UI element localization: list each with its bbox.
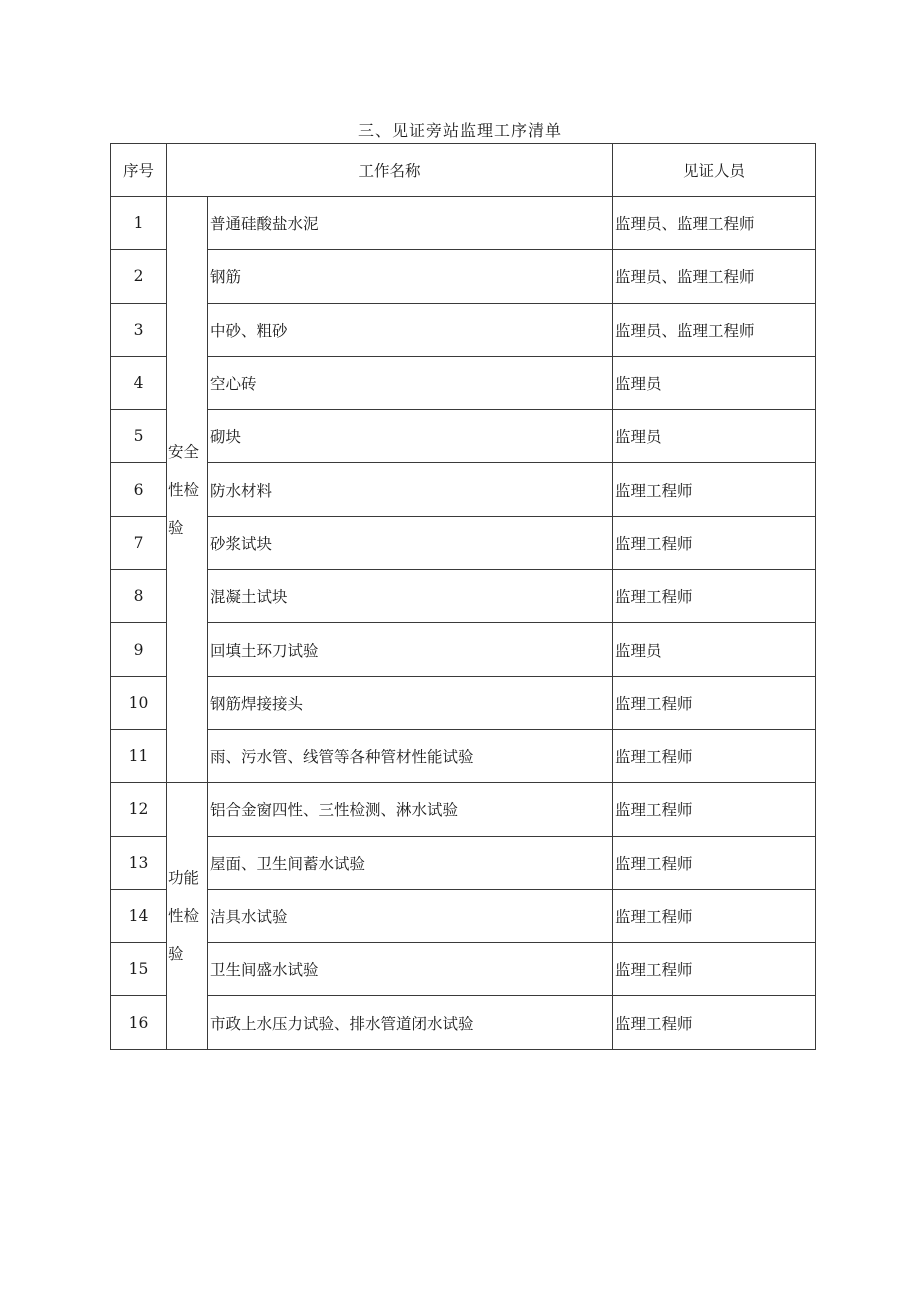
table-row [111, 410, 816, 463]
serial-number-cell: 14 [111, 889, 167, 942]
table-row [111, 836, 816, 889]
serial-number-cell: 2 [111, 250, 167, 303]
work-name-cell: 钢筋 [208, 250, 613, 303]
serial-number-cell: 5 [111, 410, 167, 463]
work-name-cell: 卫生间盛水试验 [208, 943, 613, 996]
work-name-cell: 砂浆试块 [208, 516, 613, 569]
table-row [111, 463, 816, 516]
table-row [111, 943, 816, 996]
serial-number-cell: 13 [111, 836, 167, 889]
serial-number-cell: 1 [111, 197, 167, 250]
table-row [111, 889, 816, 942]
table-row [111, 623, 816, 676]
category-label: 功能性检验 [168, 869, 200, 963]
serial-number-cell: 16 [111, 996, 167, 1049]
table-row [111, 250, 816, 303]
category-cell [167, 783, 208, 1049]
serial-number-cell: 7 [111, 516, 167, 569]
witness-personnel-cell: 监理员、监理工程师 [613, 303, 816, 356]
serial-number-cell: 8 [111, 570, 167, 623]
witness-personnel-cell: 监理工程师 [613, 729, 816, 782]
header-work-name: 工作名称 [167, 144, 613, 197]
serial-number-cell: 15 [111, 943, 167, 996]
table-row [111, 676, 816, 729]
serial-number-cell: 9 [111, 623, 167, 676]
witness-personnel-cell: 监理员 [613, 356, 816, 409]
work-name-cell: 防水材料 [208, 463, 613, 516]
serial-number-cell: 6 [111, 463, 167, 516]
serial-number-cell: 12 [111, 783, 167, 836]
serial-number-cell: 11 [111, 729, 167, 782]
work-name-cell: 普通硅酸盐水泥 [208, 197, 613, 250]
witness-personnel-cell: 监理工程师 [613, 570, 816, 623]
table-row [111, 729, 816, 782]
witness-personnel-cell: 监理工程师 [613, 783, 816, 836]
witness-personnel-cell: 监理工程师 [613, 676, 816, 729]
work-name-cell: 雨、污水管、线管等各种管材性能试验 [208, 729, 613, 782]
header-witness-personnel: 见证人员 [613, 144, 816, 197]
work-name-cell: 砌块 [208, 410, 613, 463]
witness-personnel-cell: 监理工程师 [613, 889, 816, 942]
table-header-row [111, 144, 816, 197]
table-body [111, 144, 816, 1050]
witness-personnel-cell: 监理工程师 [613, 516, 816, 569]
work-name-cell: 屋面、卫生间蓄水试验 [208, 836, 613, 889]
witness-personnel-cell: 监理员 [613, 410, 816, 463]
work-name-cell: 铝合金窗四性、三性检测、淋水试验 [208, 783, 613, 836]
work-name-cell: 中砂、粗砂 [208, 303, 613, 356]
table-row [111, 303, 816, 356]
header-serial-number: 序号 [111, 144, 167, 197]
table-row [111, 516, 816, 569]
witness-personnel-cell: 监理员 [613, 623, 816, 676]
serial-number-cell: 3 [111, 303, 167, 356]
witness-personnel-cell: 监理工程师 [613, 996, 816, 1049]
work-name-cell: 空心砖 [208, 356, 613, 409]
work-name-cell: 混凝土试块 [208, 570, 613, 623]
table-row [111, 356, 816, 409]
witness-personnel-cell: 监理员、监理工程师 [613, 250, 816, 303]
witness-personnel-cell: 监理工程师 [613, 463, 816, 516]
witness-personnel-cell: 监理工程师 [613, 836, 816, 889]
serial-number-cell: 10 [111, 676, 167, 729]
serial-number-cell: 4 [111, 356, 167, 409]
table-row [111, 996, 816, 1049]
category-label: 安全性检验 [168, 442, 200, 537]
work-name-cell: 钢筋焊接接头 [208, 676, 613, 729]
table-row [111, 570, 816, 623]
witness-personnel-cell: 监理员、监理工程师 [613, 197, 816, 250]
work-name-cell: 洁具水试验 [208, 889, 613, 942]
category-cell [167, 197, 208, 783]
work-name-cell: 市政上水压力试验、排水管道闭水试验 [208, 996, 613, 1049]
witness-personnel-cell: 监理工程师 [613, 943, 816, 996]
work-name-cell: 回填土环刀试验 [208, 623, 613, 676]
table-row [111, 783, 816, 836]
table-row [111, 197, 816, 250]
witness-procedure-table [110, 143, 816, 1050]
document-title: 三、见证旁站监理工序清单 [357, 121, 562, 140]
